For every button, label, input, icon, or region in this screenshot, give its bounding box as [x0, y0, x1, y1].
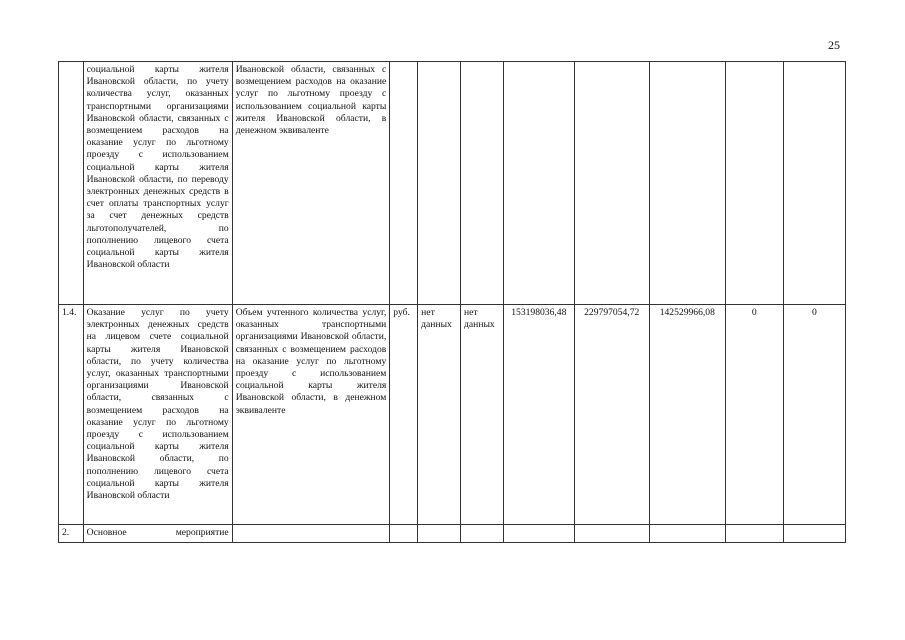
- description-cell: социальной карты жителя Ивановской области, по учету количества услуг, оказанных транспортными организациями Ивановской области, связанных с возмещением расходов на оказание услуг по льготному проезду с использованием социальной карты жителя Ивановской области, по переводу электронных денежных средств в счет оплаты транспортных услуг за счет денежных средств льготополучателей, по пополнению лицевого счета социальной карты жителя Ивановской области: [83, 62, 232, 305]
- value-cell-4: [574, 62, 649, 305]
- value-cell-1: [418, 525, 461, 543]
- table-row: [59, 62, 846, 305]
- row-number-cell: 2.: [59, 525, 84, 543]
- unit-cell: [390, 525, 418, 543]
- page-number: 25: [828, 38, 840, 52]
- value-cell-7: [783, 62, 845, 305]
- value-cell-7: [783, 525, 845, 543]
- value-cell-7: 0: [783, 305, 845, 525]
- value-cell-3: [503, 525, 574, 543]
- indicator-cell: Ивановской области, связанных с возмещением расходов на оказание услуг по льготному проезду с использованием социальной карты жителя Ивановской области, в денежном эквиваленте: [232, 62, 390, 305]
- value-cell-5: [649, 525, 725, 543]
- value-cell-4: [574, 525, 649, 543]
- value-cell-5: [649, 62, 725, 305]
- value-cell-1: нет данных: [418, 305, 461, 525]
- value-cell-6: [725, 525, 783, 543]
- value-cell-3: [503, 62, 574, 305]
- indicator-cell: Объем учтенного количества услуг, оказанных транспортными организациями Ивановской области, связанных с возмещением расходов на оказание услуг по льготному проезду с использованием социальной карты жителя Ивановской области, в денежном эквиваленте: [232, 305, 390, 525]
- value-cell-2: нет данных: [461, 305, 504, 525]
- value-cell-6: 0: [725, 305, 783, 525]
- indicator-cell: [232, 525, 390, 543]
- value-cell-3: 153198036,48: [503, 305, 574, 525]
- description-cell: Основное мероприятие: [83, 525, 232, 543]
- value-cell-5: 142529966,08: [649, 305, 725, 525]
- value-cell-2: [461, 62, 504, 305]
- table-row: [59, 305, 846, 525]
- row-number-cell: 1.4.: [59, 305, 84, 525]
- table-row: [59, 525, 846, 543]
- row-number-cell: [59, 62, 84, 305]
- program-table: [58, 61, 846, 543]
- value-cell-1: [418, 62, 461, 305]
- value-cell-2: [461, 525, 504, 543]
- unit-cell: [390, 62, 418, 305]
- description-cell: Оказание услуг по учету электронных денежных средств на лицевом счете социальной карты жителя Ивановской области, по учету количества услуг, оказанных транспортными организациями Ивановской области, связанных с возмещением расходов на оказание услуг по льготному проезду с использованием социальной карты жителя Ивановской области, по пополнению лицевого счета социальной карты жителя Ивановской области: [83, 305, 232, 525]
- unit-cell: руб.: [390, 305, 418, 525]
- value-cell-4: 229797054,72: [574, 305, 649, 525]
- value-cell-6: [725, 62, 783, 305]
